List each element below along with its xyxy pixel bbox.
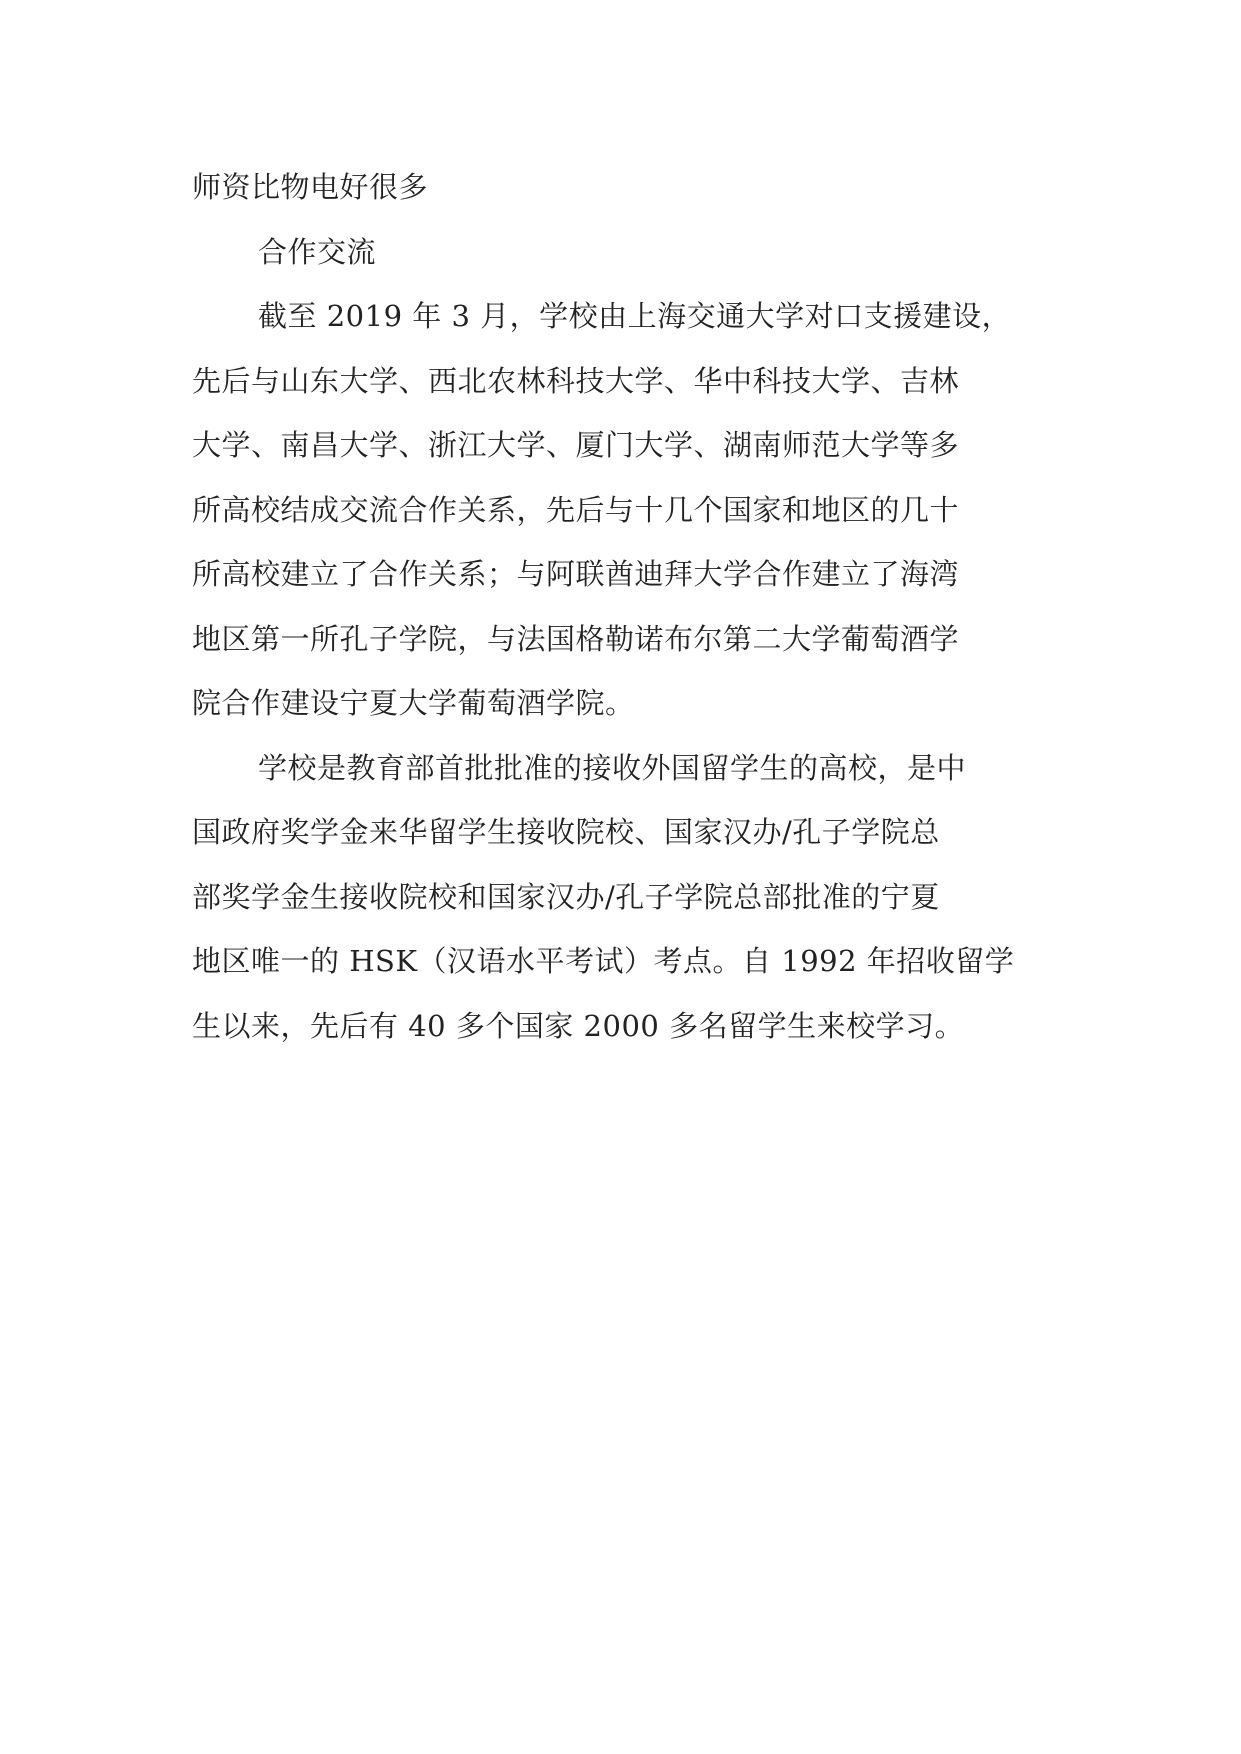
paragraph-1-line-3: 大学、南昌大学、浙江大学、厦门大学、湖南师范大学等多: [192, 428, 960, 462]
section-heading: 合作交流: [258, 234, 377, 269]
paragraph-1-line-1: 截至 2019 年 3 月，学校由上海交通大学对口支援建设，: [258, 299, 1012, 333]
paragraph-2-line-4: 地区唯一的 HSK（汉语水平考试）考点。自 1992 年招收留学: [192, 944, 1015, 978]
paragraph-1-line-4: 所高校结成交流合作关系，先后与十几个国家和地区的几十: [192, 492, 960, 527]
paragraph-2-line-1: 学校是教育部首批批准的接收外国留学生的高校，是中: [258, 750, 967, 785]
paragraph-2-line-2: 国政府奖学金来华留学生接收院校、国家汉办/孔子学院总: [192, 815, 940, 849]
paragraph-1-line-5: 所高校建立了合作关系；与阿联酋迪拜大学合作建立了海湾: [192, 557, 960, 591]
document-body: [192, 155, 1072, 1058]
paragraph-1-line-2: 先后与山东大学、西北农林科技大学、华中科技大学、吉林: [192, 363, 960, 398]
paragraph-1-line-7: 院合作建设宁夏大学葡萄酒学院。: [192, 686, 635, 720]
paragraph-2-line-3: 部奖学金生接收院校和国家汉办/孔子学院总部批准的宁夏: [192, 879, 940, 914]
paragraph-2-line-5: 生以来，先后有 40 多个国家 2000 多名留学生来校学习。: [192, 1008, 965, 1043]
paragraph-1-line-6: 地区第一所孔子学院，与法国格勒诺布尔第二大学葡萄酒学: [192, 621, 960, 656]
text-line-fragment: 师资比物电好很多: [192, 170, 429, 204]
